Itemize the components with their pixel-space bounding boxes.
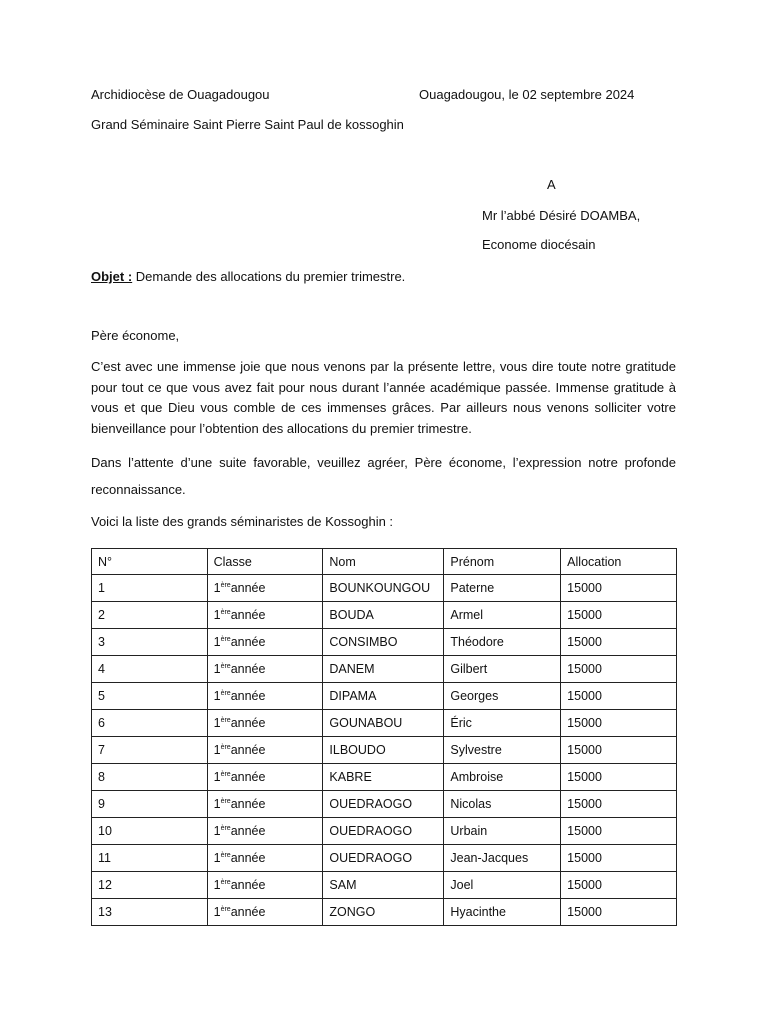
cell-allocation: 15000 bbox=[561, 737, 677, 764]
class-superscript: ère bbox=[220, 662, 231, 670]
cell-first-name: Armel bbox=[444, 602, 561, 629]
cell-allocation: 15000 bbox=[561, 791, 677, 818]
class-number: 1 bbox=[213, 851, 221, 865]
cell-number: 1 bbox=[92, 575, 208, 602]
cell-number: 12 bbox=[92, 872, 208, 899]
class-superscript: ère bbox=[220, 797, 231, 805]
table-row bbox=[92, 818, 677, 845]
cell-last-name: BOUDA bbox=[323, 602, 444, 629]
cell-first-name: Joel bbox=[444, 872, 561, 899]
recipient-name: Mr l’abbé Désiré DOAMBA, bbox=[482, 208, 641, 223]
class-number: 1 bbox=[213, 770, 221, 784]
cell-last-name: ZONGO bbox=[323, 899, 444, 926]
class-word: année bbox=[230, 635, 266, 649]
class-word: année bbox=[230, 797, 266, 811]
class-word: année bbox=[230, 608, 266, 622]
cell-allocation: 15000 bbox=[561, 764, 677, 791]
header-class: Classe bbox=[207, 549, 323, 575]
cell-last-name: OUEDRAOGO bbox=[323, 818, 444, 845]
cell-allocation: 15000 bbox=[561, 845, 677, 872]
class-word: année bbox=[230, 770, 266, 784]
table-row bbox=[92, 602, 677, 629]
subject-line bbox=[91, 269, 405, 284]
cell-number: 6 bbox=[92, 710, 208, 737]
table-row bbox=[92, 791, 677, 818]
cell-last-name: KABRE bbox=[323, 764, 444, 791]
cell-number: 3 bbox=[92, 629, 208, 656]
cell-number: 4 bbox=[92, 656, 208, 683]
cell-allocation: 15000 bbox=[561, 899, 677, 926]
class-number: 1 bbox=[213, 581, 221, 595]
class-superscript: ère bbox=[220, 716, 231, 724]
cell-allocation: 15000 bbox=[561, 575, 677, 602]
subject-label: Objet : bbox=[91, 269, 133, 284]
cell-last-name: BOUNKOUNGOU bbox=[323, 575, 444, 602]
paragraph-gratitude: C’est avec une immense joie que nous venons par la présente lettre, vous dire toute notre gratitude pour tout ce que vous avez fait pour nous durant l’année académique passée. Immense gratitude à vous et que Dieu vous comble de ces immenses grâces. Par ailleurs nous venons solliciter votre bienveillance pour l’obtention des allocations du premier trimestre. bbox=[91, 359, 676, 436]
cell-allocation: 15000 bbox=[561, 818, 677, 845]
class-number: 1 bbox=[213, 743, 221, 757]
cell-class bbox=[207, 872, 323, 899]
cell-class bbox=[207, 602, 323, 629]
cell-number: 5 bbox=[92, 683, 208, 710]
cell-first-name: Hyacinthe bbox=[444, 899, 561, 926]
cell-last-name: OUEDRAOGO bbox=[323, 791, 444, 818]
cell-last-name: DANEM bbox=[323, 656, 444, 683]
cell-first-name: Éric bbox=[444, 710, 561, 737]
class-word: année bbox=[230, 689, 266, 703]
class-superscript: ère bbox=[220, 905, 231, 913]
cell-first-name: Théodore bbox=[444, 629, 561, 656]
class-word: année bbox=[230, 662, 266, 676]
cell-last-name: OUEDRAOGO bbox=[323, 845, 444, 872]
class-superscript: ère bbox=[220, 851, 231, 859]
class-number: 1 bbox=[213, 824, 221, 838]
cell-first-name: Gilbert bbox=[444, 656, 561, 683]
table-row bbox=[92, 872, 677, 899]
recipient-prefix: A bbox=[547, 177, 556, 192]
class-superscript: ère bbox=[220, 770, 231, 778]
class-word: année bbox=[230, 743, 266, 757]
class-number: 1 bbox=[213, 662, 221, 676]
cell-first-name: Nicolas bbox=[444, 791, 561, 818]
table-row bbox=[92, 683, 677, 710]
recipient-title: Econome diocésain bbox=[482, 237, 596, 252]
cell-class bbox=[207, 791, 323, 818]
cell-allocation: 15000 bbox=[561, 602, 677, 629]
cell-class bbox=[207, 899, 323, 926]
cell-allocation: 15000 bbox=[561, 629, 677, 656]
cell-number: 7 bbox=[92, 737, 208, 764]
cell-class bbox=[207, 764, 323, 791]
cell-class bbox=[207, 845, 323, 872]
table-row bbox=[92, 575, 677, 602]
cell-first-name: Urbain bbox=[444, 818, 561, 845]
cell-first-name: Paterne bbox=[444, 575, 561, 602]
class-superscript: ère bbox=[220, 608, 231, 616]
class-word: année bbox=[230, 581, 266, 595]
cell-class bbox=[207, 737, 323, 764]
cell-number: 8 bbox=[92, 764, 208, 791]
class-number: 1 bbox=[213, 878, 221, 892]
class-number: 1 bbox=[213, 608, 221, 622]
class-word: année bbox=[230, 716, 266, 730]
class-superscript: ère bbox=[220, 824, 231, 832]
cell-number: 10 bbox=[92, 818, 208, 845]
class-number: 1 bbox=[213, 635, 221, 649]
place-date: Ouagadougou, le 02 septembre 2024 bbox=[419, 87, 635, 102]
header-number: N° bbox=[92, 549, 208, 575]
header-last-name: Nom bbox=[323, 549, 444, 575]
table-header-row bbox=[92, 549, 677, 575]
cell-number: 11 bbox=[92, 845, 208, 872]
class-word: année bbox=[230, 905, 266, 919]
cell-class bbox=[207, 575, 323, 602]
class-word: année bbox=[230, 851, 266, 865]
class-superscript: ère bbox=[220, 581, 231, 589]
table-row bbox=[92, 656, 677, 683]
cell-allocation: 15000 bbox=[561, 656, 677, 683]
cell-last-name: ILBOUDO bbox=[323, 737, 444, 764]
cell-last-name: DIPAMA bbox=[323, 683, 444, 710]
class-superscript: ère bbox=[220, 878, 231, 886]
list-intro: Voici la liste des grands séminaristes de Kossoghin : bbox=[91, 514, 394, 529]
subject-text: Demande des allocations du premier trimestre. bbox=[132, 269, 406, 284]
cell-allocation: 15000 bbox=[561, 710, 677, 737]
cell-class bbox=[207, 656, 323, 683]
class-number: 1 bbox=[213, 716, 221, 730]
header-allocation: Allocation bbox=[561, 549, 677, 575]
paragraph-closing: Dans l’attente d’une suite favorable, veuillez agréer, Père économe, l’expression notre profonde reconnaissance. bbox=[91, 455, 676, 497]
cell-last-name: SAM bbox=[323, 872, 444, 899]
table-row bbox=[92, 629, 677, 656]
cell-class bbox=[207, 818, 323, 845]
table-row bbox=[92, 899, 677, 926]
class-word: année bbox=[230, 878, 266, 892]
cell-class bbox=[207, 710, 323, 737]
seminary-name: Grand Séminaire Saint Pierre Saint Paul de kossoghin bbox=[91, 117, 404, 132]
cell-first-name: Jean-Jacques bbox=[444, 845, 561, 872]
cell-first-name: Ambroise bbox=[444, 764, 561, 791]
cell-number: 2 bbox=[92, 602, 208, 629]
table-row bbox=[92, 764, 677, 791]
class-word: année bbox=[230, 824, 266, 838]
cell-class bbox=[207, 629, 323, 656]
cell-allocation: 15000 bbox=[561, 683, 677, 710]
cell-number: 9 bbox=[92, 791, 208, 818]
class-number: 1 bbox=[213, 689, 221, 703]
header-first-name: Prénom bbox=[444, 549, 561, 575]
class-superscript: ère bbox=[220, 635, 231, 643]
class-superscript: ère bbox=[220, 743, 231, 751]
class-number: 1 bbox=[213, 797, 221, 811]
table-row bbox=[92, 710, 677, 737]
class-number: 1 bbox=[213, 905, 221, 919]
cell-first-name: Sylvestre bbox=[444, 737, 561, 764]
class-superscript: ère bbox=[220, 689, 231, 697]
table-row bbox=[92, 737, 677, 764]
cell-class bbox=[207, 683, 323, 710]
archdiocese-name: Archidiocèse de Ouagadougou bbox=[91, 87, 270, 102]
cell-allocation: 15000 bbox=[561, 872, 677, 899]
cell-first-name: Georges bbox=[444, 683, 561, 710]
cell-last-name: GOUNABOU bbox=[323, 710, 444, 737]
table-row bbox=[92, 845, 677, 872]
seminarians-table bbox=[91, 548, 677, 926]
cell-number: 13 bbox=[92, 899, 208, 926]
salutation: Père économe, bbox=[91, 328, 180, 343]
cell-last-name: CONSIMBO bbox=[323, 629, 444, 656]
